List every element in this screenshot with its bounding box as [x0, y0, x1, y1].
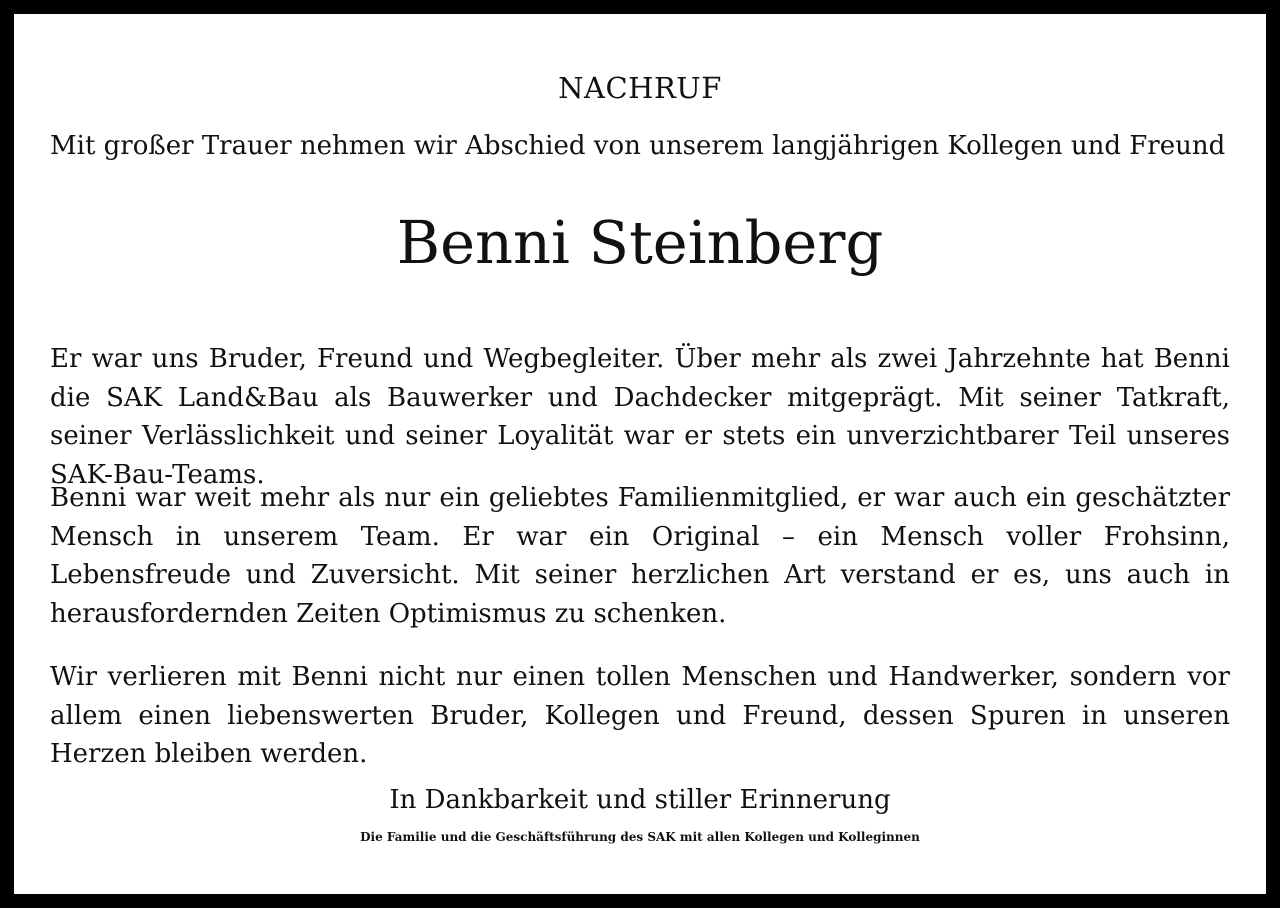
intro-line: Mit großer Trauer nehmen wir Abschied von unserem langjährigen Kollegen und Freund	[50, 131, 1226, 161]
paragraph-2: Benni war weit mehr als nur ein geliebtes Familienmitglied, er war auch ein geschätzter Mensch in unserem Team. Er war ein Original – ein Mensch voller Frohsinn, Lebensfreude und Zuversicht. Mit seiner herzlichen Art verstand er es, uns auch in herausfordernden Zeiten Optimismus zu schenken.	[50, 483, 1230, 629]
deceased-name: Benni Steinberg	[396, 208, 884, 277]
obituary-heading: NACHRUF	[558, 71, 722, 105]
signature-line: Die Familie und die Geschäftsführung des SAK mit allen Kollegen und Kolleginnen	[360, 830, 920, 844]
paragraph-1: Er war uns Bruder, Freund und Wegbegleiter. Über mehr als zwei Jahrzehnte hat Benni die SAK Land&Bau als Bauwerker und Dachdecker mitgeprägt. Mit seiner Tatkraft, seiner Verlässlichkeit und seiner Loyalität war er stets ein unverzichtbarer Teil unseres SAK-Bau-Teams.	[50, 344, 1230, 490]
closing-line: In Dankbarkeit und stiller Erinnerung	[389, 785, 891, 815]
paragraph-3: Wir verlieren mit Benni nicht nur einen tollen Menschen und Handwerker, sondern vor allem einen liebenswerten Bruder, Kollegen und Freund, dessen Spuren in unseren Herzen bleiben werden.	[50, 662, 1230, 769]
obituary-card	[14, 14, 1266, 894]
